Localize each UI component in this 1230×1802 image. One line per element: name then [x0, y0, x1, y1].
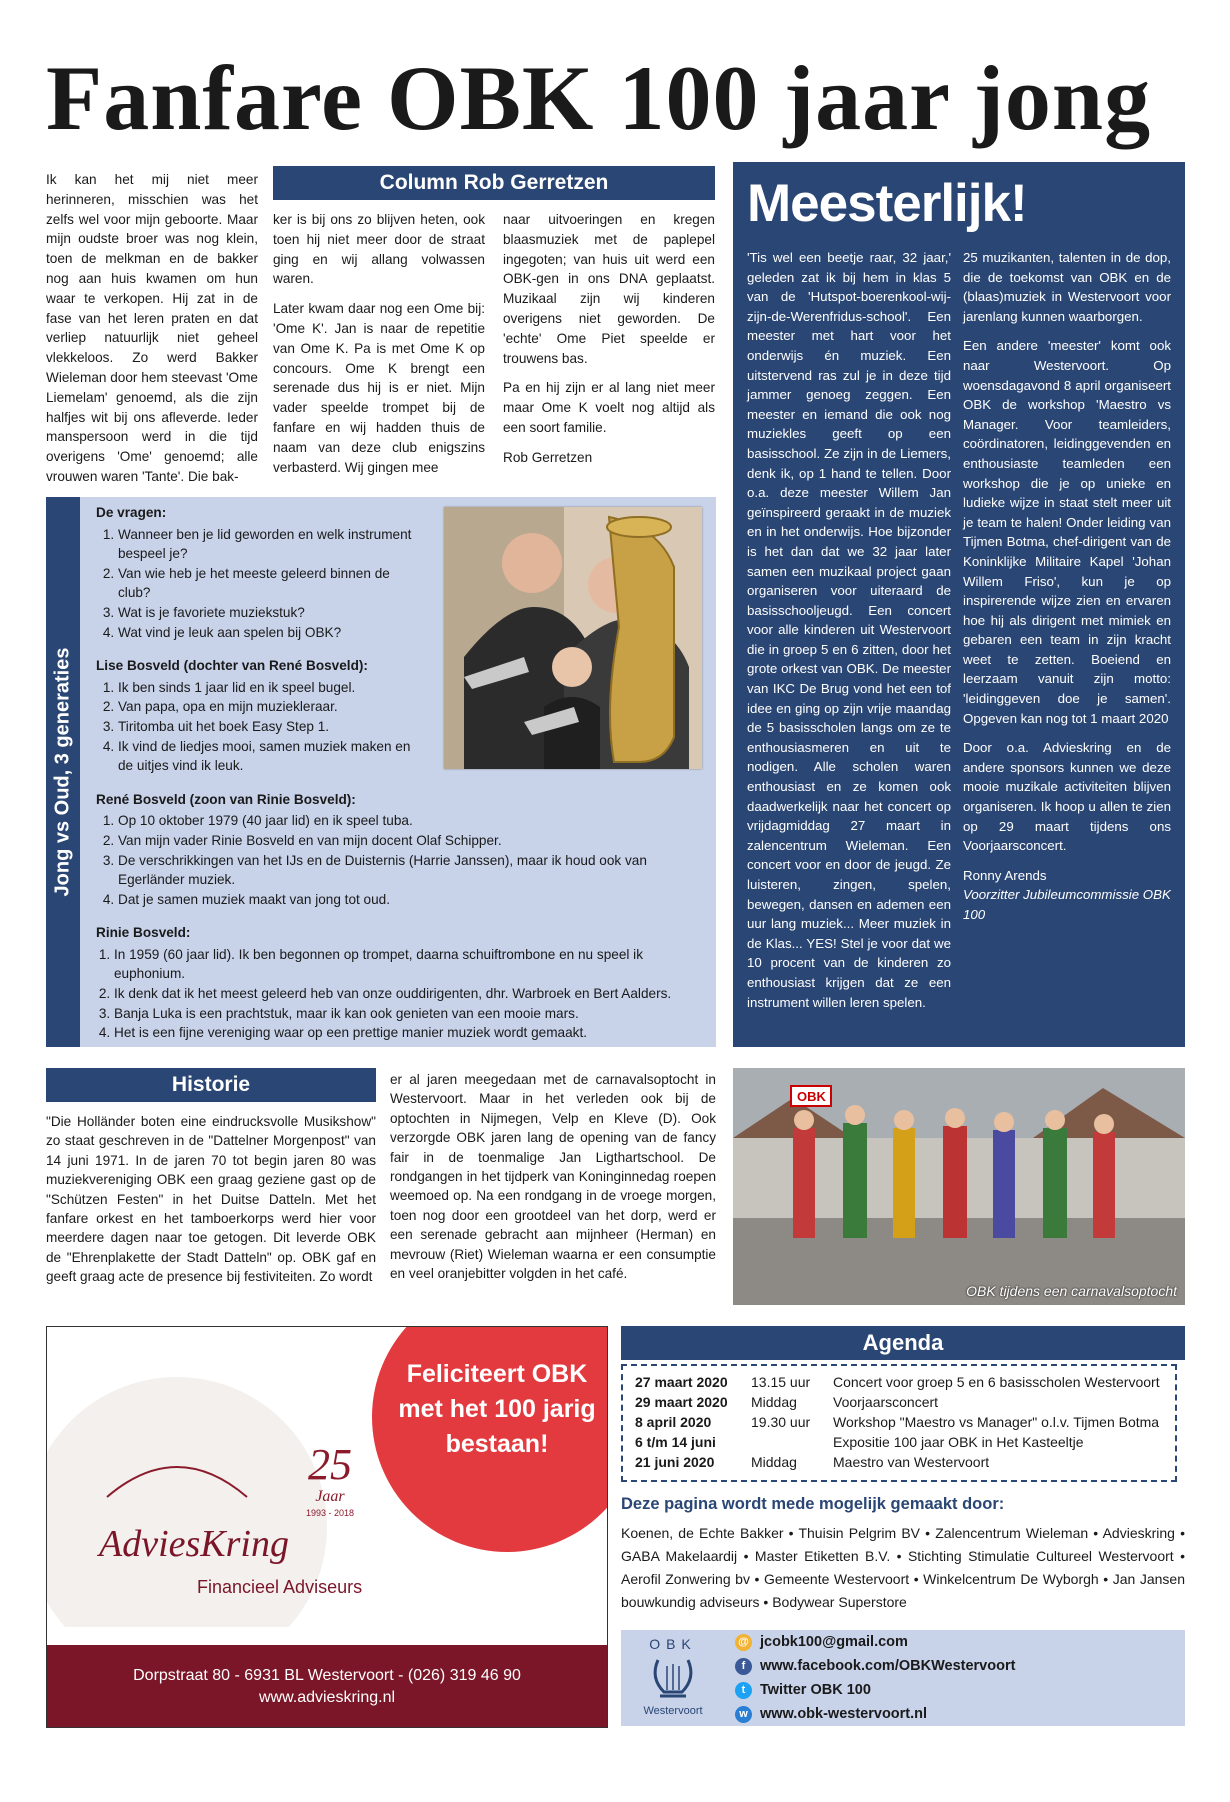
- person-name: René Bosveld (zoon van Rinie Bosveld):: [96, 791, 356, 807]
- logo-text-top: OBK: [649, 1636, 697, 1652]
- twitter-text: Twitter OBK 100: [760, 1682, 871, 1698]
- facebook-text: www.facebook.com/OBKWestervoort: [760, 1658, 1016, 1674]
- question-item: 1. Wanneer ben je lid geworden en welk instrument bespeel je?: [118, 525, 426, 564]
- question-item: 3. Wat is je favoriete muziekstuk?: [118, 603, 426, 623]
- person-name: Lise Bosveld (dochter van René Bosveld):: [96, 658, 368, 674]
- agenda-row: [635, 1452, 1175, 1472]
- contact-list: [735, 1630, 1015, 1726]
- ad-anniversary-badge: [287, 1442, 373, 1520]
- answer-item: 1. Op 10 oktober 1979 (40 jaar lid) en ik speel tuba.: [118, 811, 696, 831]
- sponsors-text: Koenen, de Echte Bakker • Thuisin Pelgrim BV • Zalencentrum Wieleman • Advieskring • GABA Makelaardij • Master Etiketten B.V. • Stichting Stimulatie Cultureel Westervoort • Aerofil Zonwering bv • Gemeente Westervoort • Winkelcentrum De Wyborgh • Jan Jansen bouwkundig adviseurs • Bodywear Superstore: [621, 1525, 1185, 1610]
- column-header: Column Rob Gerretzen: [273, 166, 715, 200]
- website-link[interactable]: [735, 1702, 1015, 1726]
- contact-box: [621, 1630, 1185, 1726]
- photo-caption: OBK tijdens een carnavalsoptocht: [966, 1283, 1177, 1299]
- historie-text-1: "Die Holländer boten eine eindrucksvolle Musikshow" zo staat geschreven in de "Dattelner Morgenpost" van 14 juni 1971. In de jaren 70 tot begin jaren 80 was muziekvereniging OBK een graag geziene gast op de "Schützen Festen" in het Duitse Datteln. Met het fanfare orkest en het tamboerkorps werd hier voor meerdere dagen naar toe getogen. Dit leverde OBK de "Ehrenplakette der Stadt Datteln" op. OBK gaf en geeft graag acte de presence bij festiviteiten. Zo wordt: [46, 1114, 376, 1285]
- photo-sign-text: OBK: [797, 1089, 826, 1104]
- agenda-row: [635, 1372, 1175, 1392]
- twitter-icon: t: [735, 1682, 752, 1699]
- ad-tagline: Financieel Adviseurs: [197, 1577, 363, 1597]
- ad-brand: AdviesKring: [99, 1523, 289, 1565]
- answers-list: [96, 945, 696, 1043]
- meesterlijk-paragraph: 'Tis wel een beetje raar, 32 jaar,' geleden zat ik bij hem in klas 5 van de 'Hutspot-boerenkool-wij-zijn-de-Werenfridus-school'. Een meester met hart voor het onderwijs én muziek. Een uitstervend ras zul je in deze tijd jammer genoeg zeggen. Een meester en iemand die ook nog muziekles geeft op een basisschool. Ze zijn in de Liemers, denk ik, op 1 hand te tellen. Door o.a. deze meester Willem Jan geïnspireerd geraakt in de muziek en in het onderwijs. Hoe bijzonder is het dan dat we 32 jaar later samen een muzikaal project gaan organiseren voor uiteraard de basisschooljeugd. Een concert voor alle kinderen uit Westervoort die in groep 5 en 6 zitten, door het grote orkest van OBK. De meester van IKC De Brug vond het een tof idee en ging op zijn vrije maandag de 5 basisscholen langs om ze te enthousiasmeren en uit te nodigen. Alle scholen waren enthousiast en ze komen ook daadwerkelijk naar het concert op vrijdagmiddag 27 maart in zalencentrum Wieleman. Een concert voor en door de jeugd. Ze luisteren, zingen, spelen, bewegen, dansen en ademen een uur lang muziek... Meer muziek in de Klas... YES! Stel je voor dat we 10 procent van de kinderen zo enthousiast krijgen dat ze een instrument willen leren spelen.: [747, 250, 951, 1010]
- agenda-header: Agenda: [621, 1326, 1185, 1360]
- answer-item: 3. Tiritomba uit het boek Easy Step 1.: [118, 717, 426, 737]
- family-photo-image: [444, 507, 702, 769]
- agenda-row: [635, 1432, 1175, 1452]
- column-text-3: [503, 210, 715, 478]
- badge-years: 1993 - 2018: [305, 1508, 355, 1518]
- question-item: 4. Wat vind je leuk aan spelen bij OBK?: [118, 623, 426, 643]
- answer-item: 4. Het is een fijne vereniging waar op een prettige manier muziek wordt gemaakt.: [114, 1023, 696, 1043]
- family-photo: [444, 507, 702, 769]
- meesterlijk-paragraph: Een andere 'meester' komt ook naar Westervoort. Op woensdagavond 8 april organiseert OBK de workshop 'Maestro vs Manager. Voor teamleiders, coördinatoren, leidinggevenden en enthousiaste teamleden een workshop die je op unieke en ludieke wijze in staat stelt meer uit je team te halen! Onder leiding van Tijmen Botma, chef-dirigent van de Koninklijke Militaire Kapel 'Johan Willem Friso', kun je op inspirerende wijze zien en ervaren hoe hij als dirigent met mimiek en gebaren een team in zijn kracht weet te zetten. Boeiend en leerzaam vanuit zijn motto: 'leidinggeven doe je samen'. Opgeven kan nog tot 1 maart 2020: [963, 338, 1171, 726]
- email-text: jcobk100@gmail.com: [760, 1634, 908, 1650]
- column-paragraph: Pa en hij zijn er al lang niet meer maar Ome K voelt nog altijd als een soort familie.: [503, 380, 715, 435]
- answer-item: 4. Dat je samen muziek maakt van jong tot oud.: [118, 890, 696, 910]
- generations-panel: [46, 497, 716, 1047]
- answer-item: 2. Ik denk dat ik het meest geleerd heb van onze ouddirigenten, dhr. Warbroek en Bert Aalders.: [114, 984, 696, 1004]
- agenda-event: Maestro van Westervoort: [833, 1454, 990, 1470]
- badge-number: 25: [308, 1440, 352, 1489]
- question-item: 2. Van wie heb je het meeste geleerd binnen de club?: [118, 564, 426, 603]
- meesterlijk-title: Meesterlijk!: [747, 174, 1027, 233]
- advieskring-ad: [46, 1326, 608, 1728]
- agenda-row: [635, 1392, 1175, 1412]
- sponsors-title: Deze pagina wordt mede mogelijk gemaakt door:: [621, 1495, 1005, 1513]
- agenda-time: Middag: [751, 1394, 797, 1410]
- agenda-event: Concert voor groep 5 en 6 basisscholen Westervoort: [833, 1374, 1160, 1390]
- answers-list: [96, 678, 426, 776]
- website-text: www.obk-westervoort.nl: [760, 1706, 928, 1722]
- twitter-link[interactable]: [735, 1678, 1015, 1702]
- lyre-icon: [648, 1652, 698, 1700]
- logo-text-bottom: Westervoort: [643, 1705, 703, 1717]
- answer-item: 2. Van papa, opa en mijn muziekleraar.: [118, 697, 426, 717]
- answers-list: [96, 811, 696, 909]
- agenda-list: [621, 1364, 1177, 1482]
- meesterlijk-panel: [733, 162, 1185, 1047]
- agenda-date: 27 maart 2020: [635, 1374, 728, 1390]
- column-paragraph: ker is bij ons zo blijven heten, ook toen hij niet meer door de straat ging en wij allang volwassen waren.: [273, 212, 485, 287]
- questions-title: De vragen:: [96, 505, 167, 520]
- agenda-event: Workshop "Maestro vs Manager" o.l.v. Tijmen Botma: [833, 1414, 1160, 1430]
- person-name: Rinie Bosveld:: [96, 925, 191, 941]
- column-text-intro: Ik kan het mij niet meer herinneren, misschien was het zelfs wel voor mijn geboorte. Maar mijn oudste broer was nog klein, toen de melkman en de bakker nog aan huis kwamen om hun waar te verkopen. Hij zat in de fase van het leren praten en dat verliep natuurlijk niet geheel vlekkeloos. Zo werd Bakker Wieleman door hem steevast 'Ome Liemelam' genoemd, als die zijn halfjes wit bij ons afleverde. Ieder manspersoon werd in die tijd overigens 'Ome' genoemd; alle vrouwen waren 'Tante'. Die bak-: [46, 172, 258, 484]
- column-paragraph: naar uitvoeringen en kregen blaasmuziek met de paplepel ingegoten; van huis uit werd een OBK-gen in ons DNA geplaatst. Muzikaal zijn wij kinderen overigens niet geworden. De 'echte' Ome Piet speelde er trouwens bas.: [503, 212, 715, 366]
- ad-congrats: Feliciteert OBK met het 100 jarig bestaan!: [398, 1360, 596, 1458]
- page-title: Fanfare OBK 100 jaar jong: [46, 47, 1152, 149]
- generations-side-bar: [46, 497, 80, 1047]
- agenda-time: [751, 1432, 833, 1452]
- carnival-photo-image: [733, 1068, 1185, 1305]
- answer-item: 3. Banja Luka is een prachtstuk, maar ik kan ook genieten van een mooie mars.: [114, 1004, 696, 1024]
- badge-word: Jaar: [315, 1488, 345, 1505]
- historie-header: Historie: [46, 1068, 376, 1102]
- agenda-time: 13.15 uur: [751, 1374, 811, 1390]
- generations-label: Jong vs Oud, 3 generaties: [51, 647, 74, 897]
- answer-item: 1. In 1959 (60 jaar lid). Ik ben begonnen op trompet, daarna schuiftrombone en nu speel ik euphonium.: [114, 945, 696, 984]
- meesterlijk-paragraph: 25 muzikanten, talenten in de dop, die de toekomst van OBK en de (blaas)muziek in Westervoort voor jarenlang kunnen waarborgen.: [963, 250, 1171, 324]
- questions-list: [96, 525, 426, 643]
- column-text-2: [273, 210, 485, 487]
- email-link[interactable]: [735, 1630, 1015, 1654]
- email-icon: @: [735, 1634, 752, 1651]
- obk-logo: [635, 1636, 711, 1717]
- column-signature: Rob Gerretzen: [503, 449, 593, 465]
- agenda-event: Voorjaarsconcert: [833, 1394, 939, 1410]
- globe-icon: w: [735, 1706, 752, 1723]
- meesterlijk-text-left: [747, 248, 951, 1022]
- agenda-time: Middag: [751, 1454, 797, 1470]
- meesterlijk-signer: Ronny Arends: [963, 867, 1047, 883]
- answer-item: 2. Van mijn vader Rinie Bosveld en van mijn docent Olaf Schipper.: [118, 831, 696, 851]
- meesterlijk-paragraph: Door o.a. Advieskring en de andere sponsors kunnen we deze mooie muzikale activiteiten blijven organiseren. Ik hoop u allen te zien op 29 maart tijdens ons Voorjaarsconcert.: [963, 740, 1171, 854]
- meesterlijk-text-right: [963, 248, 1171, 925]
- ad-website[interactable]: www.advieskring.nl: [258, 1689, 396, 1706]
- column-paragraph: Later kwam daar nog een Ome bij: 'Ome K'. Jan is naar de repetitie van Ome K. Pa is met Ome K op concours. Ome K brengt een serenade dus hij is er niet. Mijn vader speelde trompet bij de fanfare en wij hadden thuis de naam van deze club enigszins verbasterd. Wij gingen mee: [273, 301, 485, 475]
- agenda-date: 21 juni 2020: [635, 1454, 715, 1470]
- ad-footer-bar: [47, 1645, 607, 1727]
- facebook-link[interactable]: [735, 1654, 1015, 1678]
- agenda-date: 8 april 2020: [635, 1414, 712, 1430]
- agenda-time: 19.30 uur: [751, 1414, 811, 1430]
- facebook-icon: f: [735, 1658, 752, 1675]
- historie-text-2: er al jaren meegedaan met de carnavalsoptocht in Westervoort. Maar in het verleden ook bij de optochten in Nijmegen, Velp en Kleve (D). Ook verzorgde OBK jaren lang de opening van de fancy fair in de toenmalige Jan Ligthartschool. De rondgangen in het tijdperk van Koninginnedag roepen weemoed op. Na een rondgang in de vroege morgen, toen nog door een grootdeel van het dorp, werd er een serenade gebracht aan mijnheer (Herman) en mevrouw (Riet) Wieleman waarna er een consumptie en veel oranjebitter volgden in het café.: [390, 1072, 716, 1282]
- agenda-date: 29 maart 2020: [635, 1394, 728, 1410]
- ad-address: Dorpstraat 80 - 6931 BL Westervoort - (026) 319 46 90: [133, 1667, 521, 1684]
- agenda-event: Expositie 100 jaar OBK in Het Kasteeltje: [833, 1434, 1084, 1450]
- answer-item: 3. De verschrikkingen van het IJs en de Duisternis (Harrie Janssen), maar ik houd ook van Egerländer muziek.: [118, 851, 696, 890]
- agenda-row: [635, 1412, 1175, 1432]
- carnival-photo: [733, 1068, 1185, 1305]
- agenda-date: 6 t/m 14 juni: [635, 1434, 716, 1450]
- answer-item: 4. Ik vind de liedjes mooi, samen muziek maken en de uitjes vind ik leuk.: [118, 737, 426, 776]
- answer-item: 1. Ik ben sinds 1 jaar lid en ik speel bugel.: [118, 678, 426, 698]
- meesterlijk-signer-role: Voorzitter Jubileumcommissie OBK 100: [963, 887, 1171, 922]
